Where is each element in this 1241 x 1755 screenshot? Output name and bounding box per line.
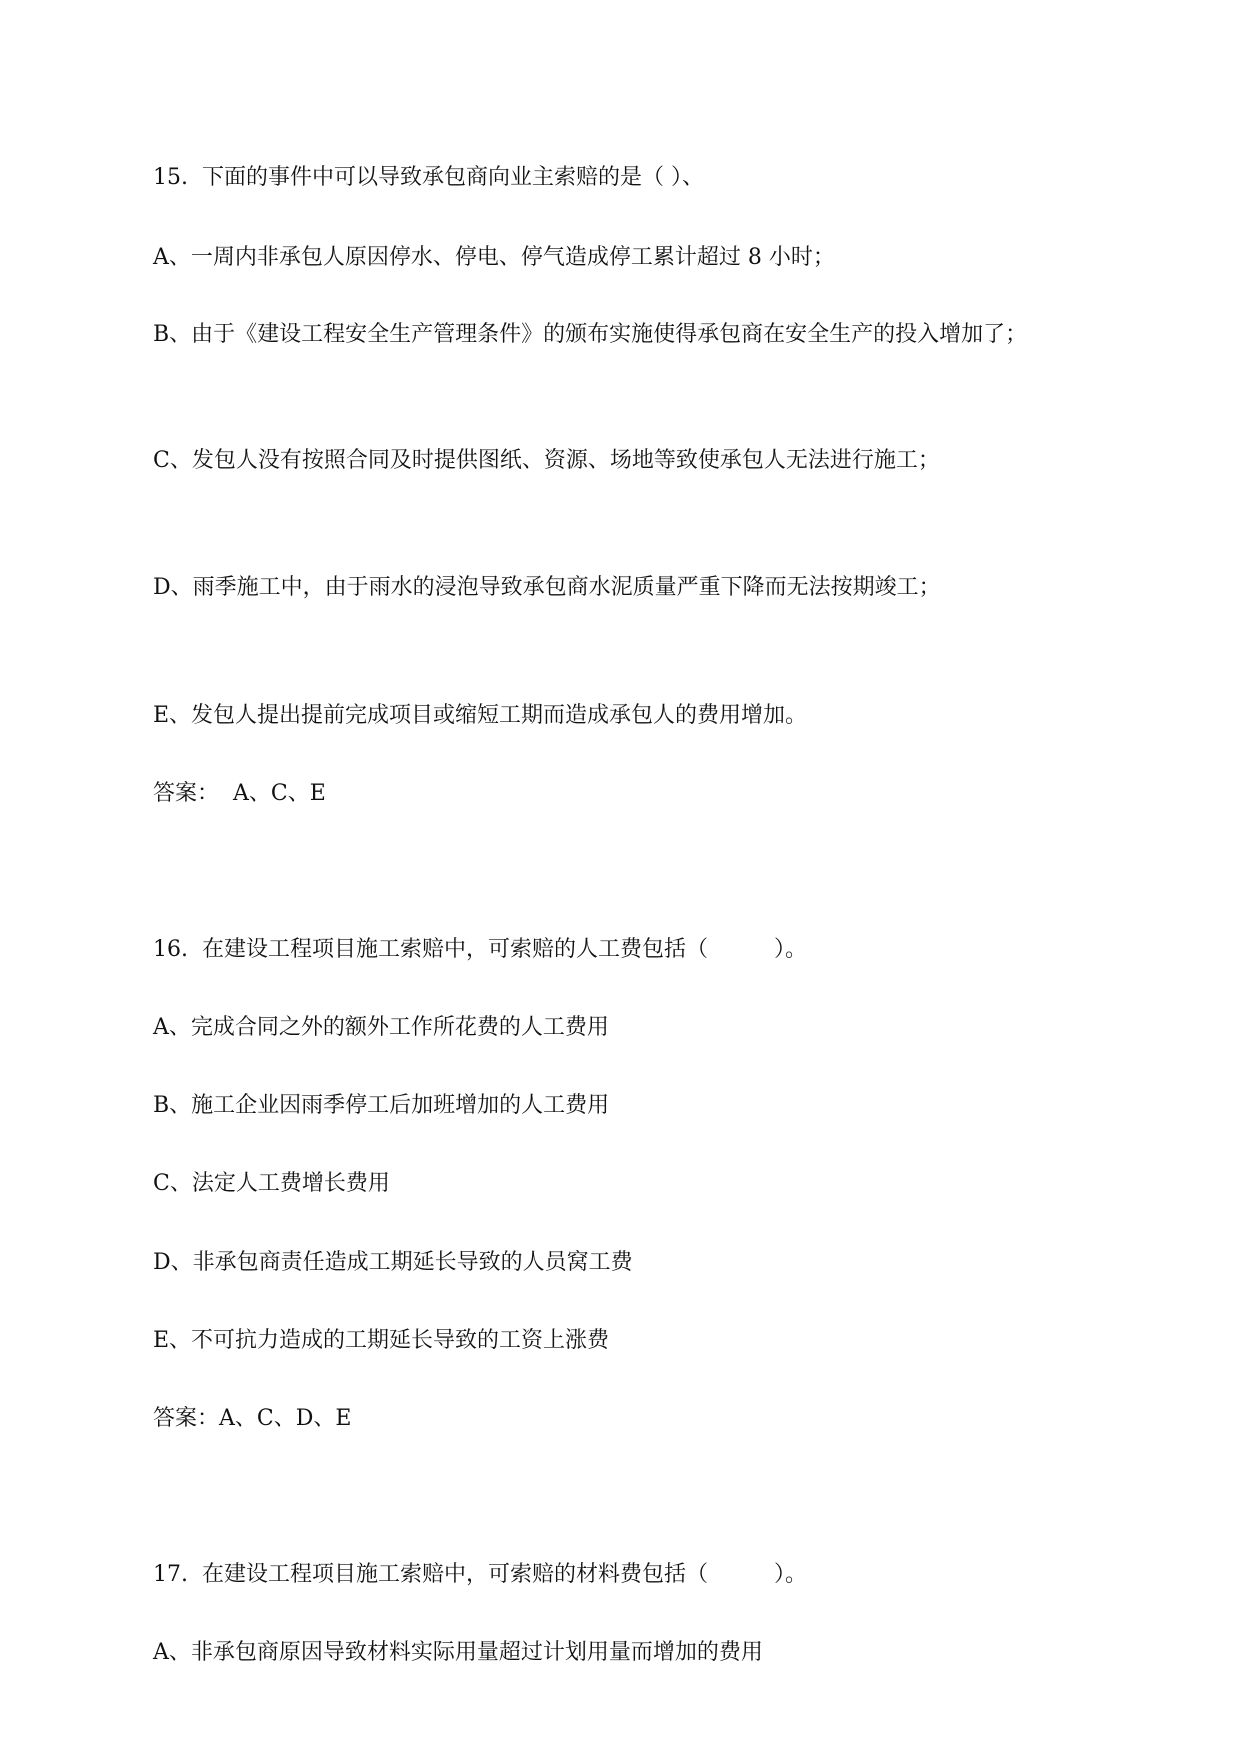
answer-15 [153,779,326,809]
answer-16 [153,1404,351,1434]
option-b: B、施工企业因雨季停工后加班增加的人工费用 [153,1093,610,1118]
option-d: D、雨季施工中，由于雨水的浸泡导致承包商水泥质量严重下降而无法按期竣工； [153,575,941,600]
option-a: A、一周内非承包人原因停水、停电、停气造成停工累计超过 8 小时； [153,245,835,270]
question-text: 在建设工程项目施工索赔中，可索赔的材料费包括（ ）。 [202,1562,808,1587]
question-17-stem [153,1560,807,1590]
question-15-stem [153,163,704,193]
option-c: C、发包人没有按照合同及时提供图纸、资源、场地等致使承包人无法进行施工； [153,448,940,473]
answer-label: 答案： [153,1406,220,1431]
option-c: C、法定人工费增长费用 [153,1171,390,1196]
option-e: E、发包人提出提前完成项目或缩短工期而造成承包人的费用增加。 [153,703,808,728]
question-16-stem [153,935,807,965]
answer-label: 答案： [153,781,220,806]
question-number: 16. [153,937,188,962]
option-b: B、由于《建设工程安全生产管理条件》的颁布实施使得承包商在安全生产的投入增加了； [153,322,1028,347]
answer-value: A、C、E [233,781,326,806]
option-d: D、非承包商责任造成工期延长导致的人员窝工费 [153,1250,633,1275]
option-e: E、不可抗力造成的工期延长导致的工资上涨费 [153,1328,610,1353]
question-text: 在建设工程项目施工索赔中，可索赔的人工费包括（ ）。 [202,937,808,962]
answer-value: A、C、D、E [219,1406,352,1431]
option-a: A、非承包商原因导致材料实际用量超过计划用量而增加的费用 [153,1640,763,1665]
question-text: 下面的事件中可以导致承包商向业主索赔的是（ ）、 [202,165,704,190]
question-number: 17. [153,1562,188,1587]
question-number: 15. [153,165,188,190]
option-a: A、完成合同之外的额外工作所花费的人工费用 [153,1015,609,1040]
